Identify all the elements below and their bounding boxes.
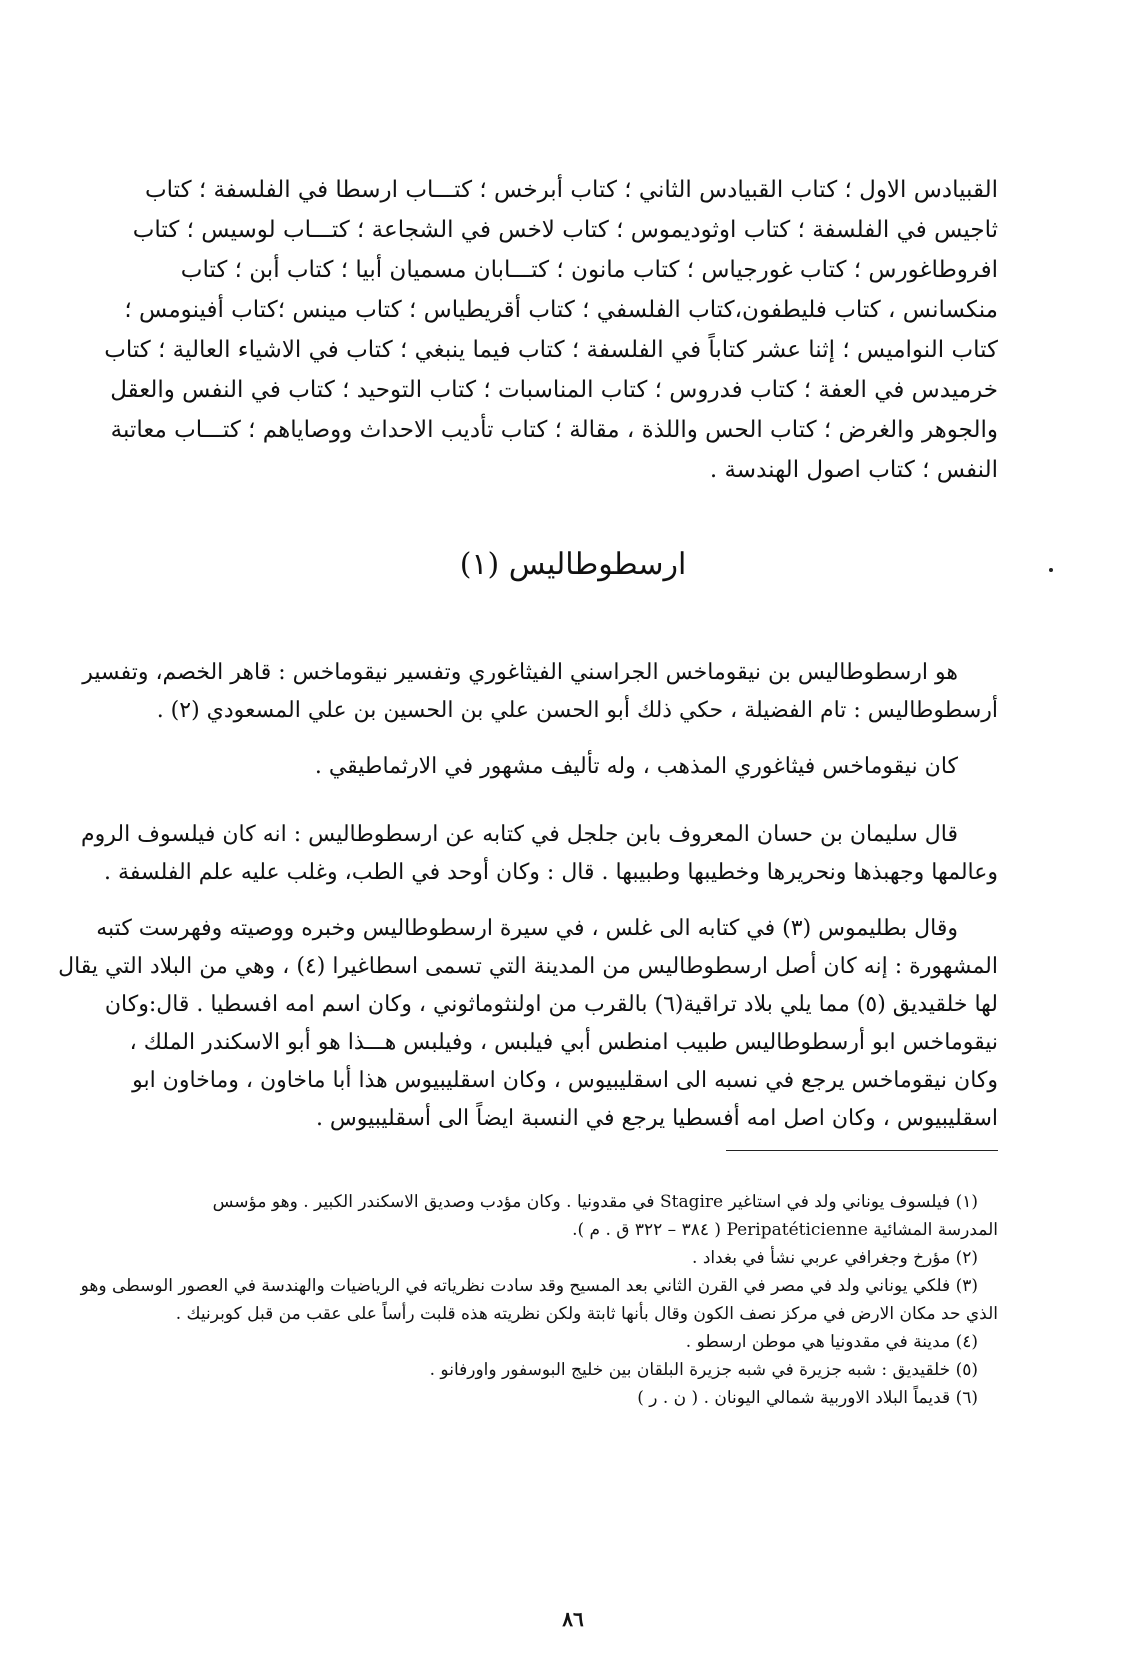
text-line: وقال بطليموس (٣) في كتابه الى غلس ، في سيرة ارسطوطاليس وخبره ووصيته وفهرست كتبه — [96, 916, 958, 941]
footnote-divider — [726, 1150, 998, 1151]
text-line: كتاب النواميس ؛ إثنا عشر كتاباً في الفلسفة ؛ كتاب فيما ينبغي ؛ كتاب في الاشياء العالية ؛ كتاب — [104, 337, 998, 363]
footnote-line: المدرسة المشائية Peripatéticienne ( ٣٨٤ – ٣٢٢ ق . م ). — [572, 1220, 998, 1240]
text-line: اسقليبيوس ، وكان اصل امه أفسطيا يرجع في النسبة ايضاً الى أسقليبيوس . — [315, 1106, 998, 1131]
text-line: منكسانس ، كتاب فليطفون،كتاب الفلسفي ؛ كتاب أقريطياس ؛ كتاب مينس ؛كتاب أفينومس ؛ — [124, 297, 998, 323]
stray-dot-mark — [1049, 568, 1053, 572]
footnote-line: (١) فيلسوف يوناني ولد في استاغير Stagire في مقدونيا . وكان مؤدب وصديق الاسكندر الكبير . وهو مؤسس — [212, 1192, 978, 1212]
text-line: ثاجيس في الفلسفة ؛ كتاب اوثوديموس ؛ كتاب لاخس في الشجاعة ؛ كتـــاب لوسيس ؛ كتاب — [132, 217, 998, 243]
footnote-line: (٤) مدينة في مقدونيا هي موطن ارسطو . — [685, 1332, 978, 1352]
text-line: أرسطوطاليس : تام الفضيلة ، حكي ذلك أبو الحسن علي بن الحسين بن علي المسعودي (٢) . — [156, 698, 998, 723]
page-number: ٨٦ — [562, 1607, 584, 1631]
text-line: وعالمها وجهبذها ونحريرها وخطيبها وطبيبها . قال : وكان أوحد في الطب، وغلب عليه علم الفلسفة . — [104, 860, 998, 885]
text-line: قال سليمان بن حسان المعروف بابن جلجل في كتابه عن ارسطوطاليس : انه كان فيلسوف الروم — [80, 822, 958, 847]
text-line: القبيادس الاول ؛ كتاب القبيادس الثاني ؛ كتاب أبرخس ؛ كتـــاب ارسطا في الفلسفة ؛ كتاب — [144, 177, 998, 203]
section-heading: ارسطوطاليس (١) — [459, 547, 687, 582]
text-line: خرميدس في العفة ؛ كتاب فدروس ؛ كتاب المناسبات ؛ كتاب التوحيد ؛ كتاب في النفس والعقل — [110, 377, 998, 403]
footnote-line: (٣) فلكي يوناني ولد في مصر في القرن الثاني بعد المسيح وقد سادت نظرياته في الرياضيات والهندسة في العصور الوسطى وهو — [80, 1276, 978, 1296]
paragraph-ptolemy — [58, 910, 998, 1138]
text-line: النفس ؛ كتاب اصول الهندسة . — [709, 457, 998, 483]
paragraph-nicomachus — [132, 748, 998, 786]
text-line: كان نيقوماخس فيثاغوري المذهب ، وله تأليف مشهور في الارثماطيقي . — [314, 754, 958, 779]
paragraph-ibn-juljul — [80, 816, 998, 892]
footnote-line: (٥) خلقيديق : شبه جزيرة في شبه جزيرة البلقان بين خليج البوسفور واورفانو . — [429, 1360, 978, 1380]
text-line: هو ارسطوطاليس بن نيقوماخس الجراسني الفيثاغوري وتفسير نيقوماخس : قاهر الخصم، وتفسير — [82, 660, 958, 685]
footnotes — [80, 1188, 998, 1412]
footnote-line: الذي حد مكان الارض في مركز نصف الكون وقال بأنها ثابتة ولكن نظريته هذه قلبت رأساً على عقب من قبل كوبرنيك . — [175, 1304, 998, 1324]
footnote-line: (٦) قديماً البلاد الاوربية شمالي اليونان . ( ن . ر ) — [637, 1388, 978, 1408]
footnote-line: (٢) مؤرخ وجغرافي عربي نشأ في بغداد . — [692, 1248, 978, 1268]
text-line: افروطاغورس ؛ كتاب غورجياس ؛ كتاب مانون ؛ كتـــابان مسميان أبيا ؛ كتاب أبن ؛ كتاب — [180, 257, 998, 283]
text-line: لها خلقيديق (٥) مما يلي بلاد تراقية(٦) بالقرب من اولنثوماثوني ، وكان اسم امه افسطيا . قال:وكان — [104, 992, 998, 1017]
text-line: نيقوماخس ابو أرسطوطاليس طبيب امنطس أبي فيلبس ، وفيلبس هـــذا هو أبو الاسكندر الملك ، — [129, 1030, 998, 1055]
text-line: وكان نيقوماخس يرجع في نسبه الى اسقليبيوس ، وكان اسقليبيوس هذا أبا ماخاون ، وماخاون ابو — [132, 1068, 998, 1093]
book-list-paragraph — [104, 170, 998, 490]
paragraph-intro — [82, 654, 998, 730]
text-line: والجوهر والغرض ؛ كتاب الحس واللذة ، مقالة ؛ كتاب تأديب الاحداث ووصاياهم ؛ كتـــاب معاتبة — [110, 417, 998, 443]
text-line: المشهورة : إنه كان أصل ارسطوطاليس من المدينة التي تسمى اسطاغيرا (٤) ، وهي من البلاد التي يقال — [58, 954, 998, 979]
